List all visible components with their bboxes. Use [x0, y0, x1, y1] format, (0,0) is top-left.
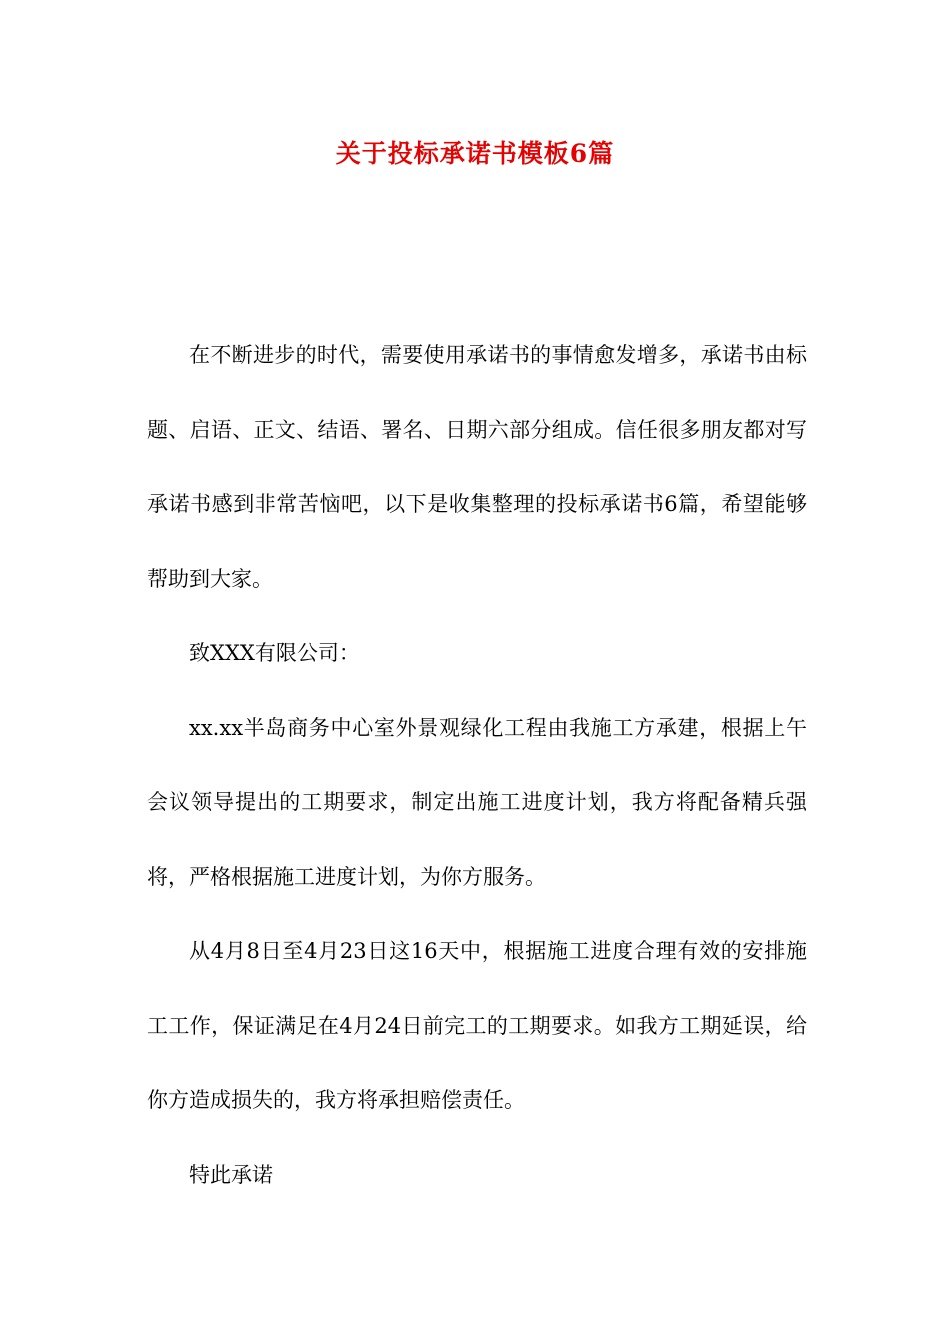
paragraph-schedule: 从4月8日至4月23日这16天中，根据施工进度合理有效的安排施工工作，保证满足在4月24日前完工的工期要求。如我方工期延误，给你方造成损失的，我方将承担赔偿责任。 [147, 939, 807, 1112]
document-title: 关于投标承诺书模板6篇 [335, 139, 615, 168]
document-body [147, 318, 807, 1212]
paragraph-project: xx.xx半岛商务中心室外景观绿化工程由我施工方承建，根据上午会议领导提出的工期要求，制定出施工进度计划，我方将配备精兵强将，严格根据施工进度计划，为你方服务。 [147, 715, 807, 889]
paragraph-closing: 特此承诺 [189, 1162, 273, 1187]
paragraph-intro: 在不断进步的时代，需要使用承诺书的事情愈发增多，承诺书由标题、启语、正文、结语、署名、日期六部分组成。信任很多朋友都对写承诺书感到非常苦恼吧，以下是收集整理的投标承诺书6篇，希望能够帮助到大家。 [147, 343, 807, 591]
paragraph-salutation: 致XXX有限公司： [189, 641, 360, 665]
